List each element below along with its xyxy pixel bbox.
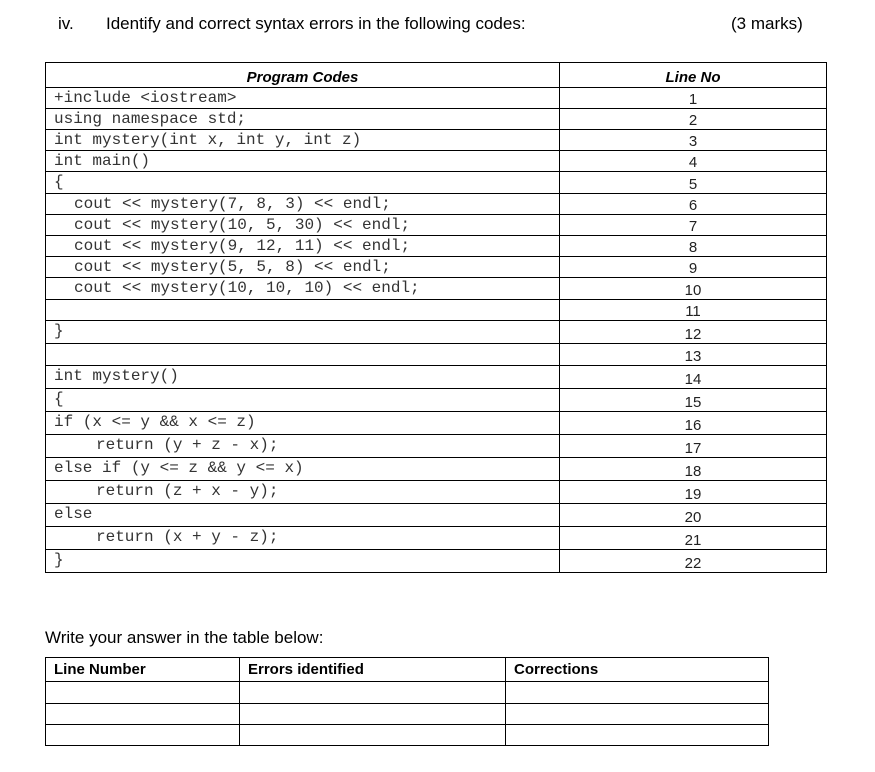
code-line-text [46, 344, 560, 366]
code-line-row [46, 481, 827, 504]
answer-correction-cell[interactable] [506, 682, 769, 704]
code-line-text [46, 366, 560, 389]
code-line-row [46, 278, 827, 300]
code-text: { [54, 390, 64, 408]
code-line-text [46, 412, 560, 435]
code-line-row [46, 88, 827, 109]
code-text: cout << mystery(5, 5, 8) << endl; [74, 258, 391, 276]
line-number: 1 [560, 88, 827, 109]
code-line-row [46, 109, 827, 130]
answer-correction-cell[interactable] [506, 704, 769, 725]
line-number: 13 [560, 344, 827, 366]
line-no-header: Line No [560, 63, 827, 88]
code-table-header-row [46, 63, 827, 88]
code-text: using namespace std; [54, 110, 247, 128]
code-line-text [46, 130, 560, 151]
code-line-row [46, 344, 827, 366]
code-text: cout << mystery(7, 8, 3) << endl; [74, 195, 391, 213]
code-line-row [46, 412, 827, 435]
answer-line-cell[interactable] [46, 704, 240, 725]
line-number: 21 [560, 527, 827, 550]
code-line-row [46, 236, 827, 257]
code-text: cout << mystery(10, 10, 10) << endl; [74, 279, 420, 297]
code-line-row [46, 366, 827, 389]
answer-row [46, 704, 769, 725]
answer-error-cell[interactable] [240, 704, 506, 725]
line-number: 4 [560, 151, 827, 172]
corrections-header: Corrections [506, 658, 769, 682]
code-line-row [46, 550, 827, 573]
answer-line-cell[interactable] [46, 682, 240, 704]
code-line-row [46, 300, 827, 321]
code-line-row [46, 389, 827, 412]
code-line-text [46, 172, 560, 194]
code-line-text [46, 151, 560, 172]
code-line-text [46, 527, 560, 550]
answer-table [45, 657, 769, 746]
line-number: 19 [560, 481, 827, 504]
line-number: 12 [560, 321, 827, 344]
code-text: int main() [54, 152, 151, 170]
code-text: +include <iostream> [54, 89, 237, 107]
code-line-row [46, 215, 827, 236]
code-line-row [46, 504, 827, 527]
code-line-text [46, 109, 560, 130]
code-line-row [46, 435, 827, 458]
code-text: cout << mystery(10, 5, 30) << endl; [74, 216, 411, 234]
line-number: 20 [560, 504, 827, 527]
line-number: 8 [560, 236, 827, 257]
code-text: else [54, 505, 93, 523]
answer-correction-cell[interactable] [506, 725, 769, 746]
code-line-row [46, 194, 827, 215]
code-text: else if (y <= z && y <= x) [54, 459, 304, 477]
line-number: 14 [560, 366, 827, 389]
code-line-text [46, 321, 560, 344]
code-text: { [54, 173, 64, 191]
code-line-text [46, 215, 560, 236]
code-line-text [46, 458, 560, 481]
line-number: 22 [560, 550, 827, 573]
line-number: 9 [560, 257, 827, 278]
answer-header-row [46, 658, 769, 682]
line-number: 3 [560, 130, 827, 151]
code-text: } [54, 551, 64, 569]
code-line-text [46, 504, 560, 527]
line-number: 11 [560, 300, 827, 321]
line-number-header: Line Number [46, 658, 240, 682]
code-text: if (x <= y && x <= z) [54, 413, 256, 431]
code-line-text [46, 194, 560, 215]
line-number: 7 [560, 215, 827, 236]
line-number: 16 [560, 412, 827, 435]
errors-identified-header: Errors identified [240, 658, 506, 682]
answer-row [46, 725, 769, 746]
line-number: 2 [560, 109, 827, 130]
line-number: 6 [560, 194, 827, 215]
line-number: 5 [560, 172, 827, 194]
code-text: } [54, 322, 64, 340]
code-line-row [46, 151, 827, 172]
question-number: iv. [58, 14, 74, 33]
code-line-text [46, 300, 560, 321]
line-number: 15 [560, 389, 827, 412]
answer-line-cell[interactable] [46, 725, 240, 746]
program-code-table [45, 62, 827, 573]
code-line-row [46, 458, 827, 481]
line-number: 17 [560, 435, 827, 458]
code-text: return (z + x - y); [96, 482, 279, 500]
code-line-row [46, 130, 827, 151]
code-line-text [46, 257, 560, 278]
question-text: Identify and correct syntax errors in the following codes: [106, 14, 526, 33]
code-text: cout << mystery(9, 12, 11) << endl; [74, 237, 411, 255]
question-marks: (3 marks) [731, 14, 803, 33]
code-line-row [46, 172, 827, 194]
code-text: return (x + y - z); [96, 528, 279, 546]
answer-error-cell[interactable] [240, 682, 506, 704]
code-line-text [46, 236, 560, 257]
code-line-row [46, 257, 827, 278]
program-codes-header: Program Codes [46, 63, 560, 88]
line-number: 10 [560, 278, 827, 300]
code-text: return (y + z - x); [96, 436, 279, 454]
code-text: int mystery() [54, 367, 179, 385]
code-line-row [46, 527, 827, 550]
answer-row [46, 682, 769, 704]
code-line-text [46, 278, 560, 300]
line-number: 18 [560, 458, 827, 481]
code-text: int mystery(int x, int y, int z) [54, 131, 362, 149]
code-line-text [46, 481, 560, 504]
code-line-text [46, 389, 560, 412]
answer-error-cell[interactable] [240, 725, 506, 746]
code-line-row [46, 321, 827, 344]
answer-prompt: Write your answer in the table below: [45, 628, 324, 647]
code-line-text [46, 88, 560, 109]
code-line-text [46, 435, 560, 458]
code-line-text [46, 550, 560, 573]
